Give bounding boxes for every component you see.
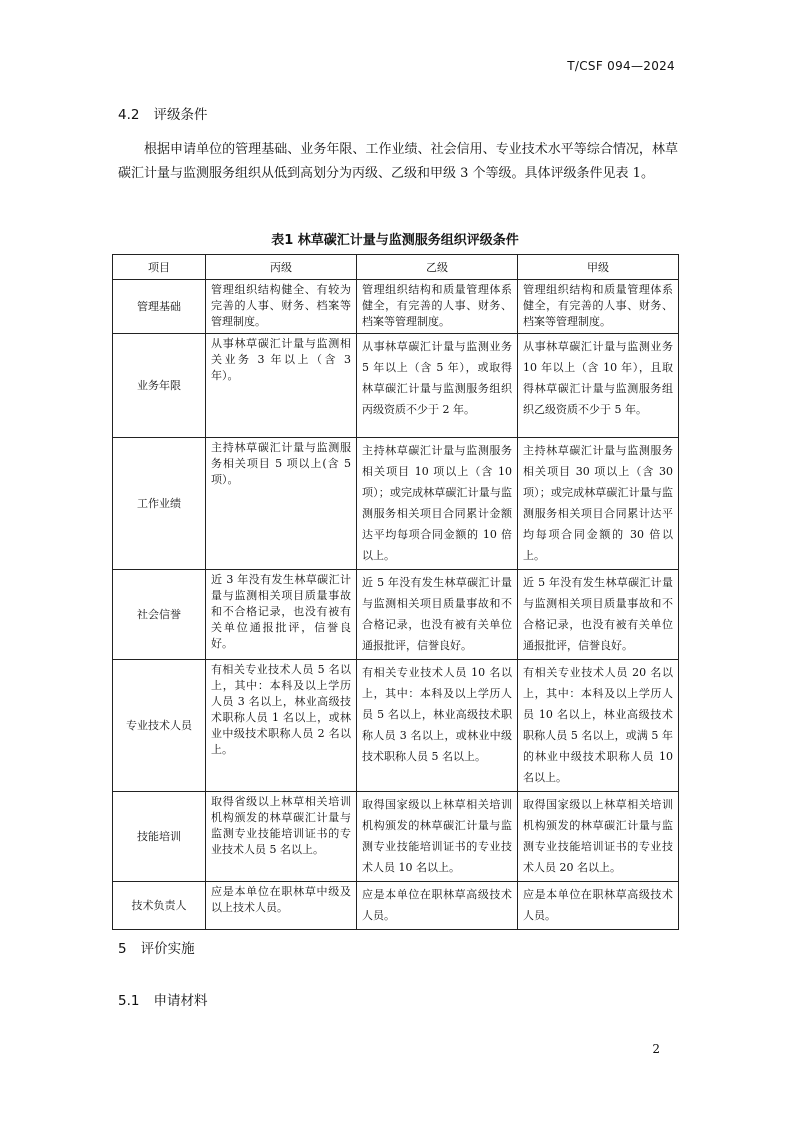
- row-item: 专业技术人员: [113, 660, 206, 792]
- row-item: 社会信誉: [113, 570, 206, 660]
- cell-grade-a: 有相关专业技术人员 20 名以上，其中：本科及以上学历人员 10 名以上，林业高级技术职称人员 5 名以上，或满 5 年的林业中级技术职称人员 10 名以上。: [518, 660, 679, 792]
- cell-grade-a: 主持林草碳汇计量与监测服务相关项目 30 项以上（含 30 项）；或完成林草碳汇计量与监测服务相关项目合同累计达平均每项合同金额的 30 倍以上。: [518, 438, 679, 570]
- section-heading-5-1: [118, 989, 207, 1009]
- cell-grade-c: 应是本单位在职林草中级及以上技术人员。: [206, 882, 357, 930]
- cell-grade-a: 从事林草碳汇计量与监测业务 10 年以上（含 10 年），且取得林草碳汇计量与监测服务组织乙级资质不少于 5 年。: [518, 334, 679, 438]
- header-grade-a: 甲级: [518, 255, 679, 280]
- header-grade-b: 乙级: [357, 255, 518, 280]
- header-grade-c: 丙级: [206, 255, 357, 280]
- table-row: [113, 882, 679, 930]
- cell-grade-b: 从事林草碳汇计量与监测业务 5 年以上（含 5 年），或取得林草碳汇计量与监测服务组织丙级资质不少于 2 年。: [357, 334, 518, 438]
- table-row: [113, 660, 679, 792]
- section-number: 5: [118, 941, 127, 957]
- cell-grade-b: 管理组织结构和质量管理体系健全，有完善的人事、财务、档案等管理制度。: [357, 280, 518, 334]
- cell-grade-a: 近 5 年没有发生林草碳汇计量与监测相关项目质量事故和不合格记录，也没有被有关单位通报批评，信誉良好。: [518, 570, 679, 660]
- table-caption: 表1 林草碳汇计量与监测服务组织评级条件: [271, 233, 519, 248]
- cell-grade-b: 取得国家级以上林草相关培训机构颁发的林草碳汇计量与监测专业技能培训证书的专业技术人员 10 名以上。: [357, 792, 518, 882]
- row-item: 业务年限: [113, 334, 206, 438]
- section-title: 评价实施: [140, 941, 195, 957]
- cell-grade-c: 从事林草碳汇计量与监测相关业务 3 年以上（含 3 年）。: [206, 334, 357, 438]
- section-title: 评级条件: [153, 107, 208, 123]
- section-4-2-paragraph: 根据申请单位的管理基础、业务年限、工作业绩、社会信用、专业技术水平等综合情况，林草碳汇计量与监测服务组织从低到高划分为丙级、乙级和甲级 3 个等级。具体评级条件见表 1。: [118, 142, 678, 181]
- row-item: 技能培训: [113, 792, 206, 882]
- cell-grade-c: 近 3 年没有发生林草碳汇计量与监测相关项目质量事故和不合格记录，也没有被有关单位通报批评，信誉良好。: [206, 570, 357, 660]
- cell-grade-b: 有相关专业技术人员 10 名以上，其中：本科及以上学历人员 5 名以上，林业高级技术职称人员 3 名以上，或林业中级技术职称人员 5 名以上。: [357, 660, 518, 792]
- row-item: 管理基础: [113, 280, 206, 334]
- cell-grade-a: 管理组织结构和质量管理体系健全，有完善的人事、财务、档案等管理制度。: [518, 280, 679, 334]
- table-row: [113, 438, 679, 570]
- cell-grade-a: 取得国家级以上林草相关培训机构颁发的林草碳汇计量与监测专业技能培训证书的专业技术人员 20 名以上。: [518, 792, 679, 882]
- section-title: 申请材料: [153, 993, 208, 1009]
- section-number: 4.2: [118, 107, 140, 123]
- cell-grade-b: 主持林草碳汇计量与监测服务相关项目 10 项以上（含 10 项）；或完成林草碳汇计量与监测服务相关项目合同累计金额达平均每项合同金额的 10 倍以上。: [357, 438, 518, 570]
- section-heading-5: [118, 937, 195, 957]
- section-number: 5.1: [118, 993, 140, 1009]
- table-row: [113, 334, 679, 438]
- row-item: 技术负责人: [113, 882, 206, 930]
- cell-grade-b: 近 5 年没有发生林草碳汇计量与监测相关项目质量事故和不合格记录，也没有被有关单位通报批评，信誉良好。: [357, 570, 518, 660]
- section-heading-4-2: [118, 103, 207, 123]
- cell-grade-c: 有相关专业技术人员 5 名以上，其中：本科及以上学历人员 3 名以上，林业高级技术职称人员 1 名以上，或林业中级技术职称人员 2 名以上。: [206, 660, 357, 792]
- header-item: 项目: [113, 255, 206, 280]
- cell-grade-b: 应是本单位在职林草高级技术人员。: [357, 882, 518, 930]
- table-row: [113, 570, 679, 660]
- row-item: 工作业绩: [113, 438, 206, 570]
- cell-grade-c: 管理组织结构健全、有较为完善的人事、财务、档案等管理制度。: [206, 280, 357, 334]
- cell-grade-c: 主持林草碳汇计量与监测服务相关项目 5 项以上(含 5 项）。: [206, 438, 357, 570]
- cell-grade-a: 应是本单位在职林草高级技术人员。: [518, 882, 679, 930]
- page-number: 2: [652, 1042, 660, 1056]
- table-row: [113, 280, 679, 334]
- standard-code: T/CSF 094—2024: [567, 59, 675, 73]
- cell-grade-c: 取得省级以上林草相关培训机构颁发的林草碳汇计量与监测专业技能培训证书的专业技术人员 5 名以上。: [206, 792, 357, 882]
- table-header-row: [113, 255, 679, 280]
- table-row: [113, 792, 679, 882]
- rating-conditions-table: [112, 254, 679, 930]
